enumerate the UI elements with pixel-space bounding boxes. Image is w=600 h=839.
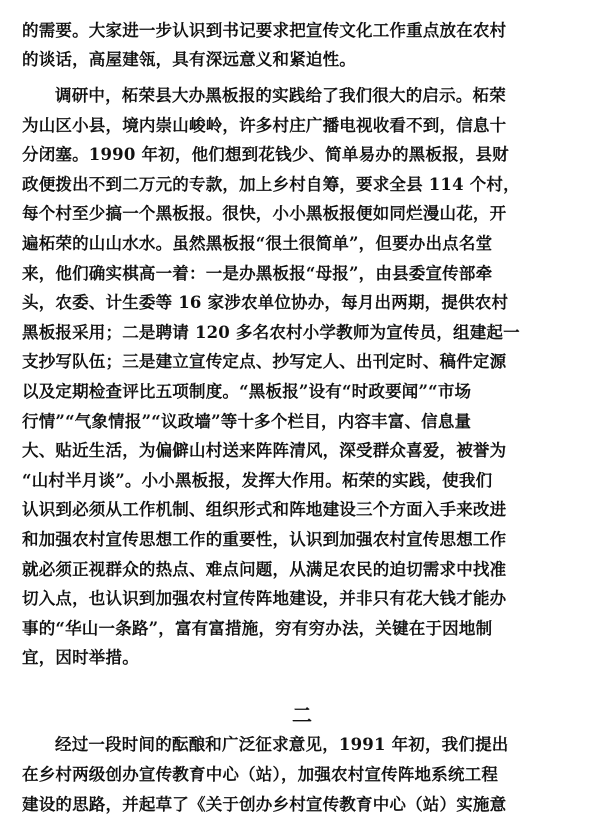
- text-line: 来，他们确实棋高一着：一是办黑板报“母报”，由县委宣传部牵: [22, 263, 493, 283]
- text-line: 建设的思路，并起草了《关于创办乡村宣传教育中心（站）实施意: [22, 795, 507, 814]
- text-line: 遍柘荣的山山水水。虽然黑板报“很土很简单”，但要办出点名堂: [22, 234, 493, 253]
- text-line: 每个村至少搞一个黑板报。很快，小小黑板报便如同烂漫山花，开: [22, 204, 507, 224]
- paragraph-first-line: 调研中，柘荣县大办黑板报的实践给了我们很大的启示。柘荣: [55, 86, 506, 105]
- text-line: 头，农委、计生委等 16 家涉农单位协办，每月出两期，提供农村: [22, 293, 509, 313]
- text-line: 的需要。大家进一步认识到书记要求把宣传文化工作重点放在农村: [22, 21, 507, 40]
- text-line: 分闭塞。1990 年初，他们想到花钱少、简单易办的黑板报，县财: [22, 145, 509, 165]
- text-line: 为山区小县，境内崇山峻岭，许多村庄广播电视收看不到，信息十: [22, 115, 507, 135]
- text-line: 支抄写队伍；三是建立宣传定点、抄写定人、出刊定时、稿件定源: [22, 352, 507, 372]
- paragraph-first-line: 经过一段时间的酝酿和广泛征求意见，1991 年初，我们提出: [55, 735, 509, 754]
- text-line: 行情”“气象情报”“议政墙”等十多个栏目，内容丰富、信息量: [22, 411, 472, 431]
- text-line: 在乡村两级创办宣传教育中心（站），加强农村宣传阵地系统工程: [22, 765, 499, 784]
- text-line: 事的“华山一条路”，富有富措施，穷有穷办法，关键在于因地制: [22, 618, 493, 638]
- text-line: 就必须正视群众的热点、难点问题，从满足农民的迫切需求中找准: [22, 559, 507, 579]
- text-line: 和加强农村宣传思想工作的重要性，认识到加强农村宣传思想工作: [22, 530, 507, 549]
- document-page: [22, 0, 582, 839]
- text-line: 宜，因时举措。: [22, 648, 139, 668]
- text-line: “山村半月谈”。小小黑板报，发挥大作用。柘荣的实践，使我们: [22, 470, 493, 490]
- text-line: 黑板报采用；二是聘请 120 多名农村小学教师为宣传员，组建起一: [22, 322, 520, 342]
- section-heading: 二: [292, 703, 312, 727]
- text-line: 的谈话，高屋建瓴，具有深远意义和紧迫性。: [22, 50, 356, 69]
- text-line: 以及定期检查评比五项制度。“黑板报”设有“时政要闻”“市场: [22, 382, 472, 401]
- text-line: 政便拨出不到二万元的专款，加上乡村自筹，要求全县 114 个村，: [22, 174, 520, 194]
- text-line: 大、贴近生活，为偏僻山村送来阵阵清风，深受群众喜爱，被誉为: [22, 441, 507, 461]
- text-line: 切入点，也认识到加强农村宣传阵地建设，并非只有花大钱才能办: [22, 589, 507, 609]
- text-line: 认识到必须从工作机制、组织形式和阵地建设三个方面入手来改进: [22, 500, 507, 520]
